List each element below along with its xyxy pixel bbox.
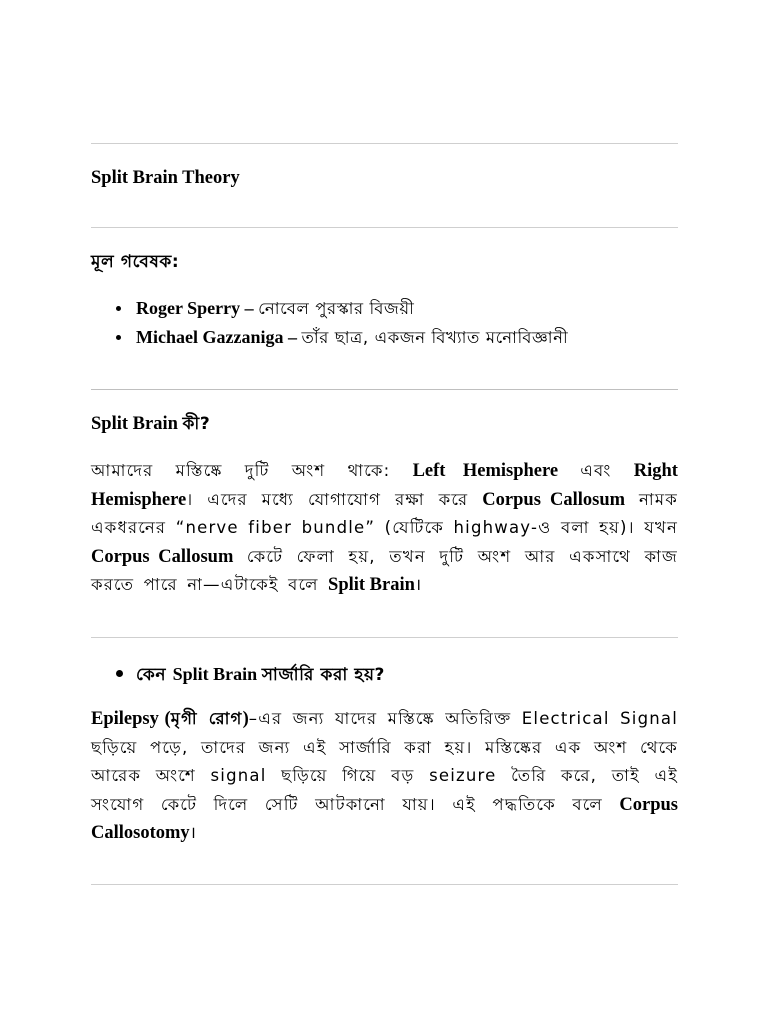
researcher-name: Michael Gazzaniga: [136, 327, 284, 347]
paren-close: ): [242, 709, 249, 729]
divider: [91, 227, 678, 228]
why-pre: কেন: [136, 665, 173, 685]
why-list: [91, 660, 678, 690]
dash: –: [283, 327, 302, 347]
list-item: [91, 660, 678, 690]
divider: [91, 637, 678, 638]
researchers-heading-text: মূল গবেষক:: [91, 252, 180, 272]
text-run: ।: [414, 575, 423, 594]
researchers-heading: [91, 251, 678, 273]
why-post: সার্জারি করা হয়?: [261, 665, 386, 685]
researcher-desc: তাঁর ছাত্র, একজন বিখ্যাত মনোবিজ্ঞানী: [301, 328, 569, 347]
what-paragraph: [91, 457, 678, 600]
divider: [91, 389, 678, 390]
term-corpus-callosum: Corpus Callosum: [91, 546, 234, 567]
text-run: –এর জন্য যাদের মস্তিষ্কে অতিরিক্ত Electrical Signal ছড়িয়ে পড়ে, তাদের জন্য এই সার্জারি করা হয়। মস্তিষ্কের এক অংশ থেকে আরেক অংশে signal ছড়িয়ে গিয়ে বড় seizure তৈরি করে, তাই এই সংযোগ কেটে দিলে সেটি আটকানো যায়। এই পদ্ধতিকে বলে: [91, 709, 679, 814]
researcher-desc: নোবেল পুরস্কার বিজয়ী: [258, 299, 415, 318]
term-split-brain: Split Brain: [328, 575, 415, 595]
text-run: নামক একধরনের “nerve fiber bundle” (যেটিকে highway-ও বলা হয়)। যখন: [91, 489, 679, 537]
bullet-icon: [116, 670, 123, 677]
text-run: । এদের মধ্যে যোগাযোগ রক্ষা করে: [186, 489, 483, 509]
what-heading: [91, 413, 678, 435]
divider: [91, 884, 678, 885]
what-heading-en: Split Brain: [91, 414, 183, 434]
divider: [91, 143, 678, 144]
term-mrigi-rog: মৃগী রোগ: [170, 709, 243, 728]
text-run: ।: [189, 823, 198, 842]
researchers-list: [91, 294, 678, 352]
term-right-hemisphere: Right Hemisphere: [91, 461, 678, 510]
term-left-hemisphere: Left Hemisphere: [412, 461, 559, 481]
text-run: এবং: [558, 461, 634, 480]
text-run: আমাদের মস্তিষ্কে দুটি অংশ থাকে:: [91, 461, 413, 480]
what-heading-bn: কী?: [182, 414, 211, 434]
dash: –: [240, 298, 259, 318]
why-paragraph: [91, 705, 678, 848]
term-corpus-callosum: Corpus Callosum: [482, 489, 626, 510]
researcher-name: Roger Sperry: [136, 298, 241, 318]
list-item: [91, 294, 678, 323]
bullet-icon: [116, 335, 121, 340]
text-run: কেটে ফেলা হয়, তখন দুটি অংশ আর একসাথে কাজ করতে পারে না—এটাকেই বলে: [91, 546, 678, 594]
why-en: Split Brain: [172, 664, 262, 684]
document-title: Split Brain Theory: [91, 168, 240, 188]
bullet-icon: [116, 306, 121, 311]
term-corpus-callosotomy: Corpus Callosotomy: [91, 794, 678, 843]
list-item: [91, 323, 678, 352]
term-epilepsy: Epilepsy (: [91, 709, 171, 729]
